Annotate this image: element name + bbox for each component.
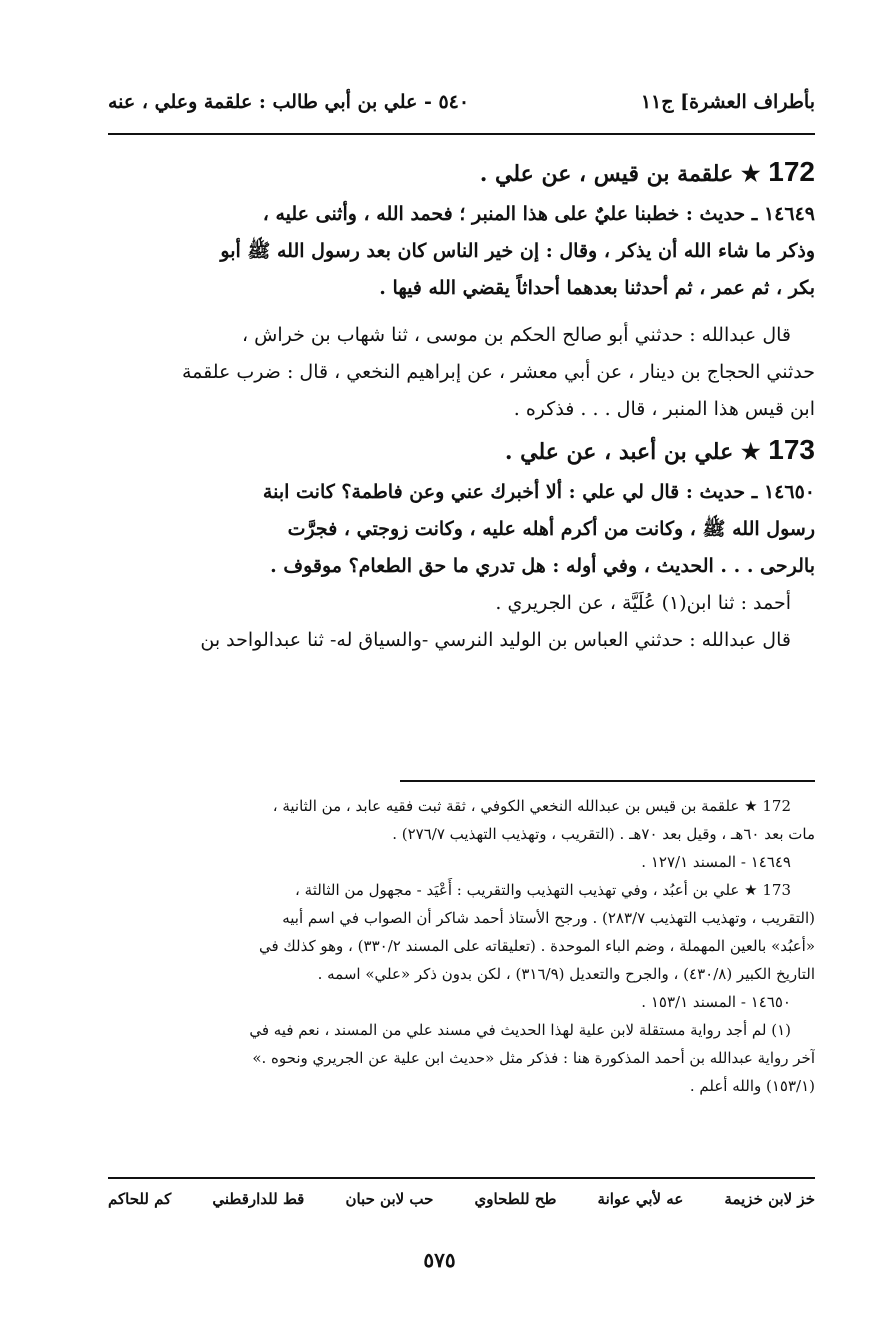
abbreviations-rule bbox=[108, 1177, 815, 1179]
hadith-line: ١٤٦٤٩ ـ حديث : خطبنا عليٌ على هذا المنبر ؛ فحمد الله ، وأثنى عليه ، bbox=[262, 203, 815, 225]
footnote-line: مات بعد ٦٠هـ ، وقيل بعد ٧٠هـ . (التقريب ، وتهذيب التهذيب ٢٧٦/٧) . bbox=[392, 825, 815, 843]
footnote-line: ١٤٦٤٩ - المسند ١٢٧/١ . bbox=[641, 853, 791, 871]
entry-title: علي بن أعبد ، عن علي . bbox=[504, 439, 734, 465]
abbreviations-key bbox=[108, 1190, 815, 1208]
header-chapter: ٥٤٠ - علي بن أبي طالب : علقمة وعلي ، عنه bbox=[108, 91, 470, 113]
entry-number: 172 bbox=[768, 156, 815, 187]
abbreviation: عه لأبي عوانة bbox=[597, 1190, 684, 1208]
abbreviation: خز لابن خزيمة bbox=[724, 1190, 815, 1208]
footnote-line: ١٤٦٥٠ - المسند ١٥٣/١ . bbox=[641, 993, 791, 1011]
footnote-line: (١٥٣/١) والله أعلم . bbox=[689, 1077, 815, 1095]
isnad-line: قال عبدالله : حدثني أبو صالح الحكم بن موسى ، ثنا شهاب بن خراش ، bbox=[241, 324, 791, 346]
footnote-line: «أعبُد» بالعين المهملة ، وضم الباء الموحدة . (تعليقاته على المسند ٣٣٠/٢) ، وهو كذلك في bbox=[258, 937, 815, 955]
entry-title: علقمة بن قيس ، عن علي . bbox=[479, 161, 734, 187]
footnote-line: 172 ★ علقمة بن قيس بن عبدالله النخعي الكوفي ، ثقة ثبت فقيه عابد ، من الثانية ، bbox=[272, 797, 791, 815]
isnad-line: ابن قيس هذا المنبر ، قال . . . فذكره . bbox=[513, 398, 815, 420]
star-icon: ★ bbox=[740, 439, 761, 465]
isnad-line: قال عبدالله : حدثني العباس بن الوليد النرسي -والسياق له- ثنا عبدالواحد بن bbox=[200, 629, 791, 651]
footnote-rule bbox=[400, 780, 815, 782]
hadith-line: رسول الله ﷺ ، وكانت من أكرم أهله عليه ، وكانت زوجتي ، فجرَّت bbox=[287, 518, 815, 540]
isnad-line: حدثني الحجاج بن دينار ، عن أبي معشر ، عن إبراهيم النخعي ، قال : ضرب علقمة bbox=[181, 361, 815, 383]
star-icon: ★ bbox=[740, 161, 761, 187]
footnote-line: آخر رواية عبدالله بن أحمد المذكورة هنا : فذكر مثل «حديث ابن علية عن الجريري ونحوه .» bbox=[252, 1049, 815, 1067]
hadith-line: بكر ، ثم عمر ، ثم أحدثنا بعدهما أحداثاً يقضي الله فيها . bbox=[379, 277, 815, 299]
hadith-line: ١٤٦٥٠ ـ حديث : قال لي علي : ألا أخبرك عني وعن فاطمة؟ كانت ابنة bbox=[262, 481, 815, 503]
abbreviation: حب لابن حبان bbox=[345, 1190, 434, 1208]
footnote-line: (١) لم أجد رواية مستقلة لابن علية لهذا الحديث في مسند علي من المسند ، نعم فيه في bbox=[249, 1021, 791, 1039]
abbreviation: كم للحاكم bbox=[108, 1190, 172, 1208]
isnad-line: أحمد : ثنا ابن(١) عُلَيَّة ، عن الجريري . bbox=[495, 592, 791, 614]
footnote-line: التاريخ الكبير (٤٣٠/٨) ، والجرح والتعديل (٣١٦/٩) ، لكن بدون ذكر «علي» اسمه . bbox=[317, 965, 815, 983]
footnote-line: (التقريب ، وتهذيب التهذيب ٢٨٣/٧) . ورجح الأستاذ أحمد شاكر أن الصواب في اسم أبيه bbox=[282, 909, 815, 927]
abbreviation: طح للطحاوي bbox=[474, 1190, 557, 1208]
entry-number: 173 bbox=[768, 434, 815, 465]
entry-heading-173 bbox=[108, 428, 815, 474]
footnote-line: 173 ★ علي بن أعبُد ، وفي تهذيب التهذيب والتقريب : أَعْيَد - مجهول من الثالثة ، bbox=[295, 881, 791, 899]
entry-heading-172 bbox=[108, 150, 815, 196]
running-header bbox=[108, 84, 815, 120]
footnotes bbox=[108, 792, 815, 1100]
hadith-line: بالرحى . . . الحديث ، وفي أوله : هل تدري ما حق الطعام؟ موقوف . bbox=[270, 555, 815, 577]
header-volume: بأطراف العشرة] ج١١ bbox=[640, 91, 815, 113]
main-text bbox=[108, 150, 815, 659]
header-rule bbox=[108, 133, 815, 135]
hadith-line: وذكر ما شاء الله أن يذكر ، وقال : إن خير الناس كان بعد رسول الله ﷺ أبو bbox=[220, 240, 815, 262]
abbreviation: قط للدارقطني bbox=[212, 1190, 305, 1208]
page-number: ٥٧٥ bbox=[423, 1248, 456, 1272]
